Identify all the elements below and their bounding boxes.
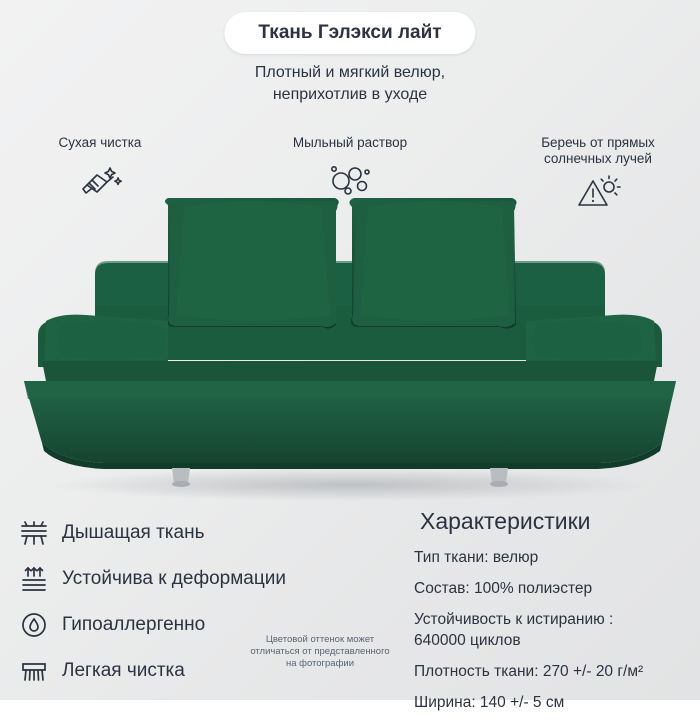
spec-fabric-type: Тип ткани: велюр — [414, 549, 539, 566]
subtitle-line-1: Плотный и мягкий велюр, — [254, 64, 446, 81]
page-title: Ткань Гэлэкси лайт — [224, 12, 475, 54]
care-label-soap-solution: Мыльный раствор — [292, 135, 408, 150]
brush-icon — [14, 658, 54, 684]
subtitle — [0, 62, 700, 106]
specs-block — [414, 508, 700, 723]
feature-label-breathable: Дышащая ткань — [62, 522, 205, 543]
spec-composition: Состав: 100% полиэстер — [414, 580, 593, 597]
color-disclaimer-line-3: на фотографии — [285, 658, 355, 669]
spec-density: Плотность ткани: 270 +/- 20 г/м² — [414, 663, 644, 680]
care-label-avoid-sunlight-line-2: солнечных лучей — [544, 151, 652, 166]
subtitle-line-2: неприхотлив в уходе — [272, 86, 428, 103]
color-disclaimer — [232, 634, 408, 670]
spec-abrasion-resistance-line-1: Устойчивость к истиранию : — [414, 611, 614, 628]
spec-abrasion-resistance — [414, 609, 700, 651]
specs-title: Характеристики — [420, 508, 591, 534]
feature-label-hypoallergenic: Гипоаллергенно — [62, 614, 206, 635]
spec-abrasion-resistance-line-2: 640000 циклов — [414, 632, 521, 649]
product-image-sofa — [0, 185, 700, 505]
color-disclaimer-line-2: отличаться от представленного — [250, 646, 390, 657]
hypoallergenic-drop-icon — [14, 611, 54, 639]
breathable-fabric-icon — [14, 520, 54, 546]
feature-item-breathable — [14, 510, 394, 556]
feature-label-deformation-resistant: Устойчива к деформации — [62, 568, 286, 589]
feature-label-easy-clean: Легкая чистка — [62, 660, 185, 681]
deformation-resistant-icon — [14, 566, 54, 592]
care-label-dry-clean: Сухая чистка — [58, 135, 142, 150]
spec-width: Ширина: 140 +/- 5 см — [414, 694, 565, 711]
care-label-avoid-sunlight-line-1: Беречь от прямых — [541, 135, 655, 150]
feature-item-deformation-resistant — [14, 556, 394, 602]
color-disclaimer-line-1: Цветовой оттенок может — [265, 634, 375, 645]
